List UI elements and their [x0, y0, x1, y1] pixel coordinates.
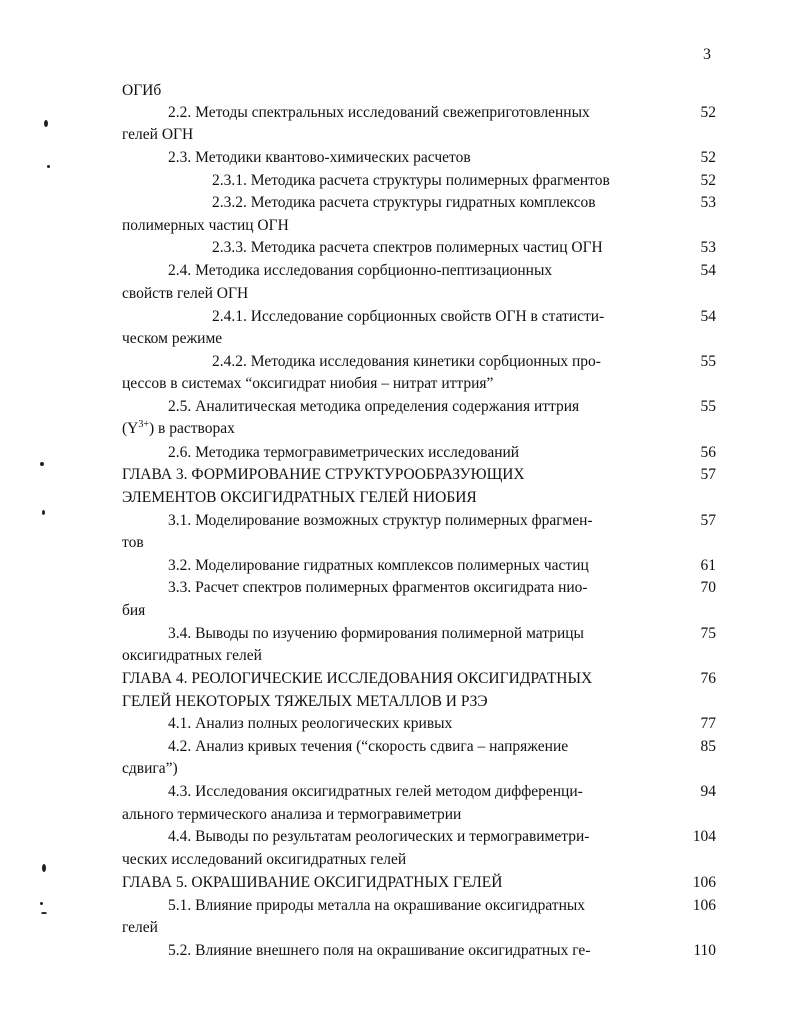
toc-line: 3.1. Моделирование возможных структур полимерных фрагмен- — [168, 512, 593, 529]
toc-line: цессов в системах “оксигидрат ниобия – нитрат иттрия” — [122, 375, 494, 392]
toc-line: 2.4.2. Методика исследования кинетики сорбционных про- — [212, 353, 601, 370]
toc-line: полимерных частиц ОГН — [122, 217, 289, 234]
toc-page-number: 53 — [700, 239, 716, 256]
toc-line: 2.4. Методика исследования сорбционно-пептизационных — [168, 262, 553, 279]
toc-page-number: 94 — [700, 783, 716, 800]
toc-page-number: 55 — [700, 353, 716, 370]
toc-page-number: 110 — [693, 942, 716, 959]
toc-line: сдвига”) — [122, 760, 178, 777]
toc-line: 4.4. Выводы по результатам реологических и термогравиметри- — [168, 828, 590, 845]
toc-page-number: 54 — [700, 308, 716, 325]
toc-line: 4.3. Исследования оксигидратных гелей методом дифференци- — [168, 783, 583, 800]
toc-page-number: 85 — [700, 738, 716, 755]
toc-line: гелей — [122, 919, 158, 936]
toc-chapter-line: ГЛАВА 3. ФОРМИРОВАНИЕ СТРУКТУРООБРАЗУЮЩИХ — [122, 466, 525, 483]
toc-line: ОГИб — [122, 82, 162, 99]
toc-line: 2.3.2. Методика расчета структуры гидратных комплексов — [212, 194, 596, 211]
toc-page-number: 61 — [700, 557, 716, 574]
toc-page-number: 106 — [692, 874, 716, 891]
toc-line: тов — [122, 534, 144, 551]
toc-chapter-line: ГЛАВА 4. РЕОЛОГИЧЕСКИЕ ИССЛЕДОВАНИЯ ОКСИГИДРАТНЫХ — [122, 670, 593, 687]
toc-line: бия — [122, 602, 146, 619]
toc-line: ческом режиме — [122, 330, 223, 347]
toc-line: гелей ОГН — [122, 126, 194, 143]
scan-speck — [47, 165, 50, 168]
toc-line: 2.3.1. Методика расчета структуры полимерных фрагментов — [212, 172, 610, 189]
toc-page-number: 77 — [700, 715, 716, 732]
toc-page-number: 53 — [700, 194, 716, 211]
toc-line: 4.2. Анализ кривых течения (“скорость сдвига – напряжение — [168, 738, 569, 755]
scan-speck — [41, 912, 47, 914]
toc-line: 5.2. Влияние внешнего поля на окрашивание оксигидратных ге- — [168, 942, 591, 959]
toc-line: 2.5. Аналитическая методика определения содержания иттрия — [168, 398, 580, 415]
toc-line: 3.3. Расчет спектров полимерных фрагментов оксигидрата нио- — [168, 579, 588, 596]
toc-page-number: 70 — [700, 579, 716, 596]
toc-page-number: 75 — [700, 625, 716, 642]
toc-page-number: 106 — [692, 897, 716, 914]
toc-line: 5.1. Влияние природы металла на окрашивание оксигидратных — [168, 897, 586, 914]
toc-page-number: 52 — [700, 172, 716, 189]
toc-page-number: 52 — [700, 149, 716, 166]
page-number: 3 — [703, 46, 711, 63]
scan-speck — [42, 864, 46, 872]
toc-line: свойств гелей ОГН — [122, 285, 249, 302]
toc-page-number: 52 — [700, 104, 716, 121]
toc-chapter-line: ЭЛЕМЕНТОВ ОКСИГИДРАТНЫХ ГЕЛЕЙ НИОБИЯ — [122, 489, 477, 506]
toc-line: 3.4. Выводы по изучению формирования полимерной матрицы — [168, 625, 584, 642]
toc-page-number: 55 — [700, 398, 716, 415]
toc-text: ) в растворах — [149, 420, 235, 437]
toc-line: ального термического анализа и термогравиметрии — [122, 806, 462, 823]
toc-text: (Y — [122, 420, 139, 437]
toc-line: 3.2. Моделирование гидратных комплексов полимерных частиц — [168, 557, 589, 574]
toc-page-number: 54 — [700, 262, 716, 279]
toc-line — [122, 418, 235, 440]
toc-line: 2.4.1. Исследование сорбционных свойств ОГН в статисти- — [212, 308, 605, 325]
scan-speck — [40, 462, 44, 466]
toc-line: ческих исследований оксигидратных гелей — [122, 851, 407, 868]
toc-line: 2.2. Методы спектральных исследований свежеприготовленных — [168, 104, 590, 121]
toc-line: 2.6. Методика термогравиметрических исследований — [168, 444, 520, 461]
scan-speck — [42, 510, 45, 515]
toc-line: 2.3. Методики квантово-химических расчетов — [168, 149, 471, 166]
scan-speck — [44, 120, 48, 127]
toc-line: оксигидратных гелей — [122, 647, 262, 664]
toc-chapter-line: ГЛАВА 5. ОКРАШИВАНИЕ ОКСИГИДРАТНЫХ ГЕЛЕЙ — [122, 874, 503, 891]
toc-page-number: 104 — [692, 828, 716, 845]
toc-page-number: 56 — [700, 444, 716, 461]
toc-page-number: 76 — [700, 670, 716, 687]
superscript: 3+ — [138, 418, 149, 430]
toc-line: 2.3.3. Методика расчета спектров полимерных частиц ОГН — [212, 239, 603, 256]
toc-chapter-line: ГЕЛЕЙ НЕКОТОРЫХ ТЯЖЕЛЫХ МЕТАЛЛОВ И РЗЭ — [122, 693, 488, 710]
toc-page-number: 57 — [700, 512, 716, 529]
scan-speck — [40, 902, 43, 905]
toc-page-number: 57 — [700, 466, 716, 483]
toc-line: 4.1. Анализ полных реологических кривых — [168, 715, 453, 732]
